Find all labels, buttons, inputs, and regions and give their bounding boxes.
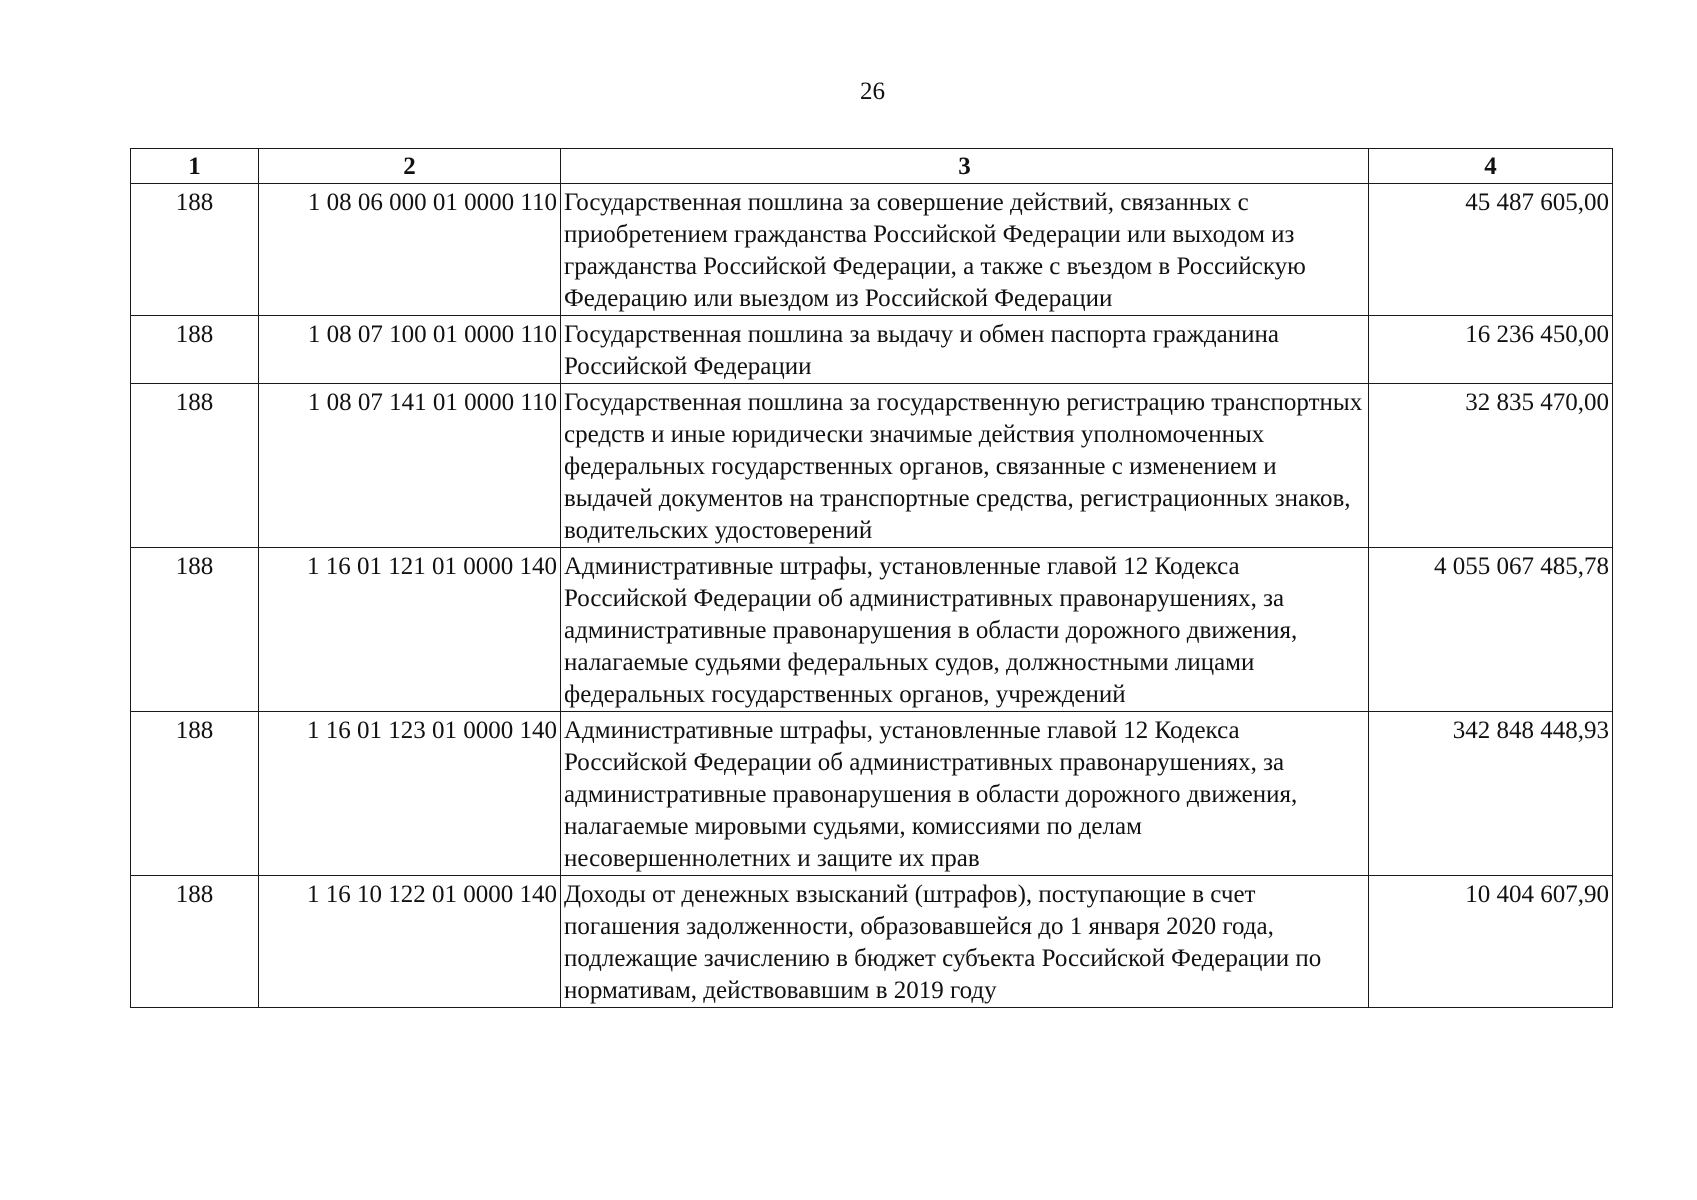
revenue-name-cell: Государственная пошлина за государственную регистрацию транспортных средств и иные юридически значимые действия уполномоченных федеральных государственных органов, связанные с изменением и выдачей документов на транспортные средства, регистрационных знаков, водительских удостоверений [561,384,1369,548]
budget-code-cell: 1 08 06 000 01 0000 110 [259,184,561,316]
revenue-table [130,148,1613,1008]
admin-code-cell: 188 [131,184,259,316]
page-number: 26 [860,78,885,105]
revenue-table-container [130,148,1612,1008]
admin-code-cell: 188 [131,384,259,548]
budget-code-cell: 1 16 10 122 01 0000 140 [259,876,561,1008]
table-row [131,548,1613,712]
amount-cell: 45 487 605,00 [1369,184,1613,316]
table-row [131,316,1613,384]
header-col-1: 1 [131,149,259,184]
admin-code-cell: 188 [131,548,259,712]
header-col-2: 2 [259,149,561,184]
table-row [131,184,1613,316]
revenue-name-cell: Административные штрафы, установленные главой 12 Кодекса Российской Федерации об административных правонарушениях, за административные правонарушения в области дорожного движения, налагаемые судьями федеральных судов, должностными лицами федеральных государственных органов, учреждений [561,548,1369,712]
amount-cell: 10 404 607,90 [1369,876,1613,1008]
amount-cell: 16 236 450,00 [1369,316,1613,384]
table-row [131,384,1613,548]
amount-cell: 342 848 448,93 [1369,712,1613,876]
table-row [131,712,1613,876]
admin-code-cell: 188 [131,712,259,876]
admin-code-cell: 188 [131,316,259,384]
table-header-row [131,149,1613,184]
amount-cell: 32 835 470,00 [1369,384,1613,548]
header-col-3: 3 [561,149,1369,184]
revenue-name-cell: Государственная пошлина за совершение действий, связанных с приобретением гражданства Российской Федерации или выходом из гражданства Российской Федерации, а также с въездом в Российскую Федерацию или выездом из Российской Федерации [561,184,1369,316]
budget-code-cell: 1 16 01 121 01 0000 140 [259,548,561,712]
table-row [131,876,1613,1008]
budget-code-cell: 1 08 07 141 01 0000 110 [259,384,561,548]
revenue-name-cell: Административные штрафы, установленные главой 12 Кодекса Российской Федерации об административных правонарушениях, за административные правонарушения в области дорожного движения, налагаемые мировыми судьями, комиссиями по делам несовершеннолетних и защите их прав [561,712,1369,876]
budget-code-cell: 1 16 01 123 01 0000 140 [259,712,561,876]
budget-code-cell: 1 08 07 100 01 0000 110 [259,316,561,384]
revenue-name-cell: Доходы от денежных взысканий (штрафов), поступающие в счет погашения задолженности, образовавшейся до 1 января 2020 года, подлежащие зачислению в бюджет субъекта Российской Федерации по нормативам, действовавшим в 2019 году [561,876,1369,1008]
revenue-name-cell: Государственная пошлина за выдачу и обмен паспорта гражданина Российской Федерации [561,316,1369,384]
amount-cell: 4 055 067 485,78 [1369,548,1613,712]
admin-code-cell: 188 [131,876,259,1008]
header-col-4: 4 [1369,149,1613,184]
